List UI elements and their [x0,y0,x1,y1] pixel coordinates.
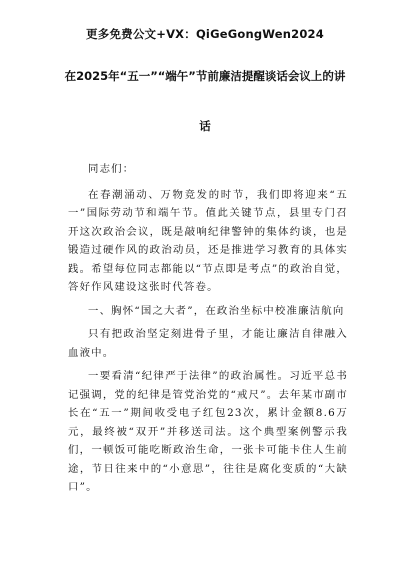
paragraph-intro: 在春潮涌动、万物竞发的时节，我们即将迎来“五一”国际劳动节和端午节。值此关键节点，县里专门召开这次政治会议，既是敲响纪律警钟的集体约谈，也是锻造过硬作风的政治动员，还是推进学习教育的具体实践。希望每位同志都能以“节点即是考点”的政治自觉，答好作风建设这张时代答卷。 [68,188,348,293]
salutation: 同志们： [88,163,135,175]
paragraph-section-lead: 只有把政治坚定刻进骨子里，才能让廉洁自律融入血液中。 [68,328,348,359]
document-title-line2: 话 [199,119,211,133]
document-body [68,160,348,502]
section-heading-1: 一、胸怀“国之大者”，在政治坐标中校准廉洁航向 [88,304,345,317]
paragraph-point-1: 一要看清“纪律严于法律”的政治属性。习近平总书记强调，党的纪律是管党治党的“戒尺”。去年某市副市长在“五一”期间收受电子红包23次，累计金额8.6万元，最终被“双开”并移送司法。这个典型案例警示我们，一顿饭可能吃断政治生命，一张卡可能卡住人生前途，节日往来中的“小意思”，往往是腐化变质的“大缺口”。 [68,370,348,493]
header-contact-line: 更多免费公文+VX：QiGeGongWen2024 [86,27,324,41]
document-title-line1: 在2025年“五一”“端午”节前廉洁提醒谈话会议上的讲 [64,69,346,83]
